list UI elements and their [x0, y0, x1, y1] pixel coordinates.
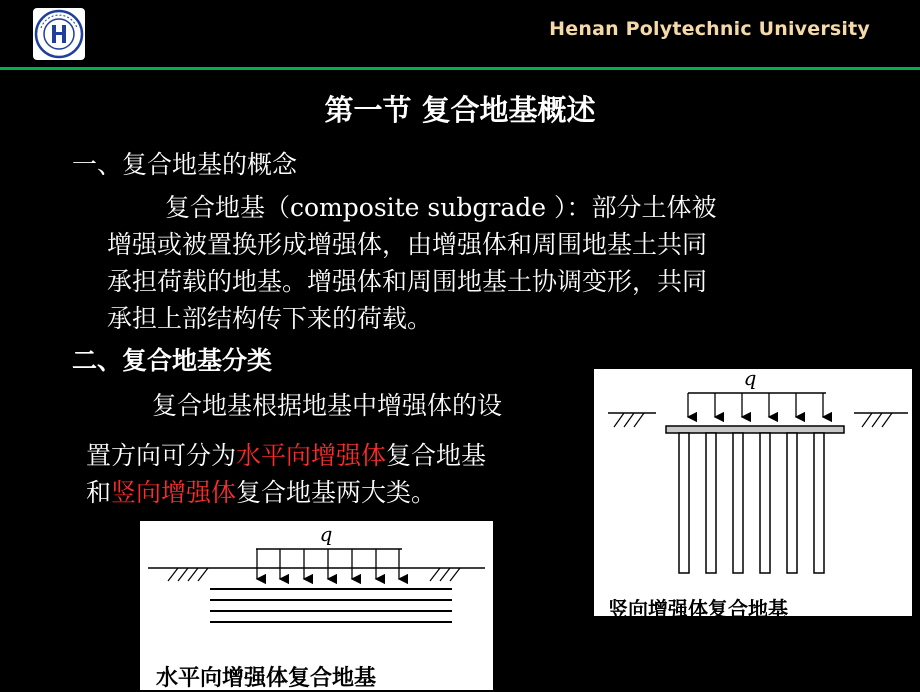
classification-line-2: [86, 437, 486, 474]
university-emblem-icon: [33, 8, 85, 60]
horizontal-load-label: q: [319, 522, 333, 546]
vertical-load-label: q: [743, 369, 757, 390]
vertical-reinforcement-figure: [594, 369, 912, 621]
definition-line-4: 承担上部结构传下来的荷载。: [107, 304, 433, 333]
classification-line-2-pre: 置方向可分为: [86, 441, 237, 470]
section1-heading: 一、复合地基的概念: [72, 150, 298, 179]
slide-title: 第一节 复合地基概述: [324, 93, 596, 127]
classification-line-2-post: 复合地基: [386, 441, 487, 470]
vertical-reinforcement-diagram: [594, 369, 912, 616]
horizontal-reinforcement-figure: [140, 521, 493, 690]
classification-line-3-pre: 和: [86, 478, 112, 507]
university-logo: [33, 8, 85, 60]
classification-line-3-post: 复合地基两大类。: [236, 478, 437, 507]
classification-line-3: [86, 474, 436, 511]
university-name: Henan Polytechnic University: [549, 18, 870, 40]
horizontal-reinforcement-term: 水平向增强体: [236, 441, 387, 470]
vertical-reinforcement-term: 竖向增强体: [111, 478, 237, 507]
vertical-figure-caption: 竖向增强体复合地基: [608, 597, 788, 621]
section2-heading: 二、复合地基分类: [72, 346, 273, 375]
definition-line-2: 增强或被置换形成增强体，由增强体和周围地基土共同: [107, 230, 708, 259]
definition-line-1: 复合地基（composite subgrade ）：部分土体被: [165, 193, 717, 222]
classification-line-1: 复合地基根据地基中增强体的设: [152, 391, 503, 420]
horizontal-figure-caption: 水平向增强体复合地基: [156, 666, 377, 691]
header-divider: [0, 67, 920, 70]
definition-line-3: 承担荷载的地基。增强体和周围地基土协调变形，共同: [107, 267, 708, 296]
